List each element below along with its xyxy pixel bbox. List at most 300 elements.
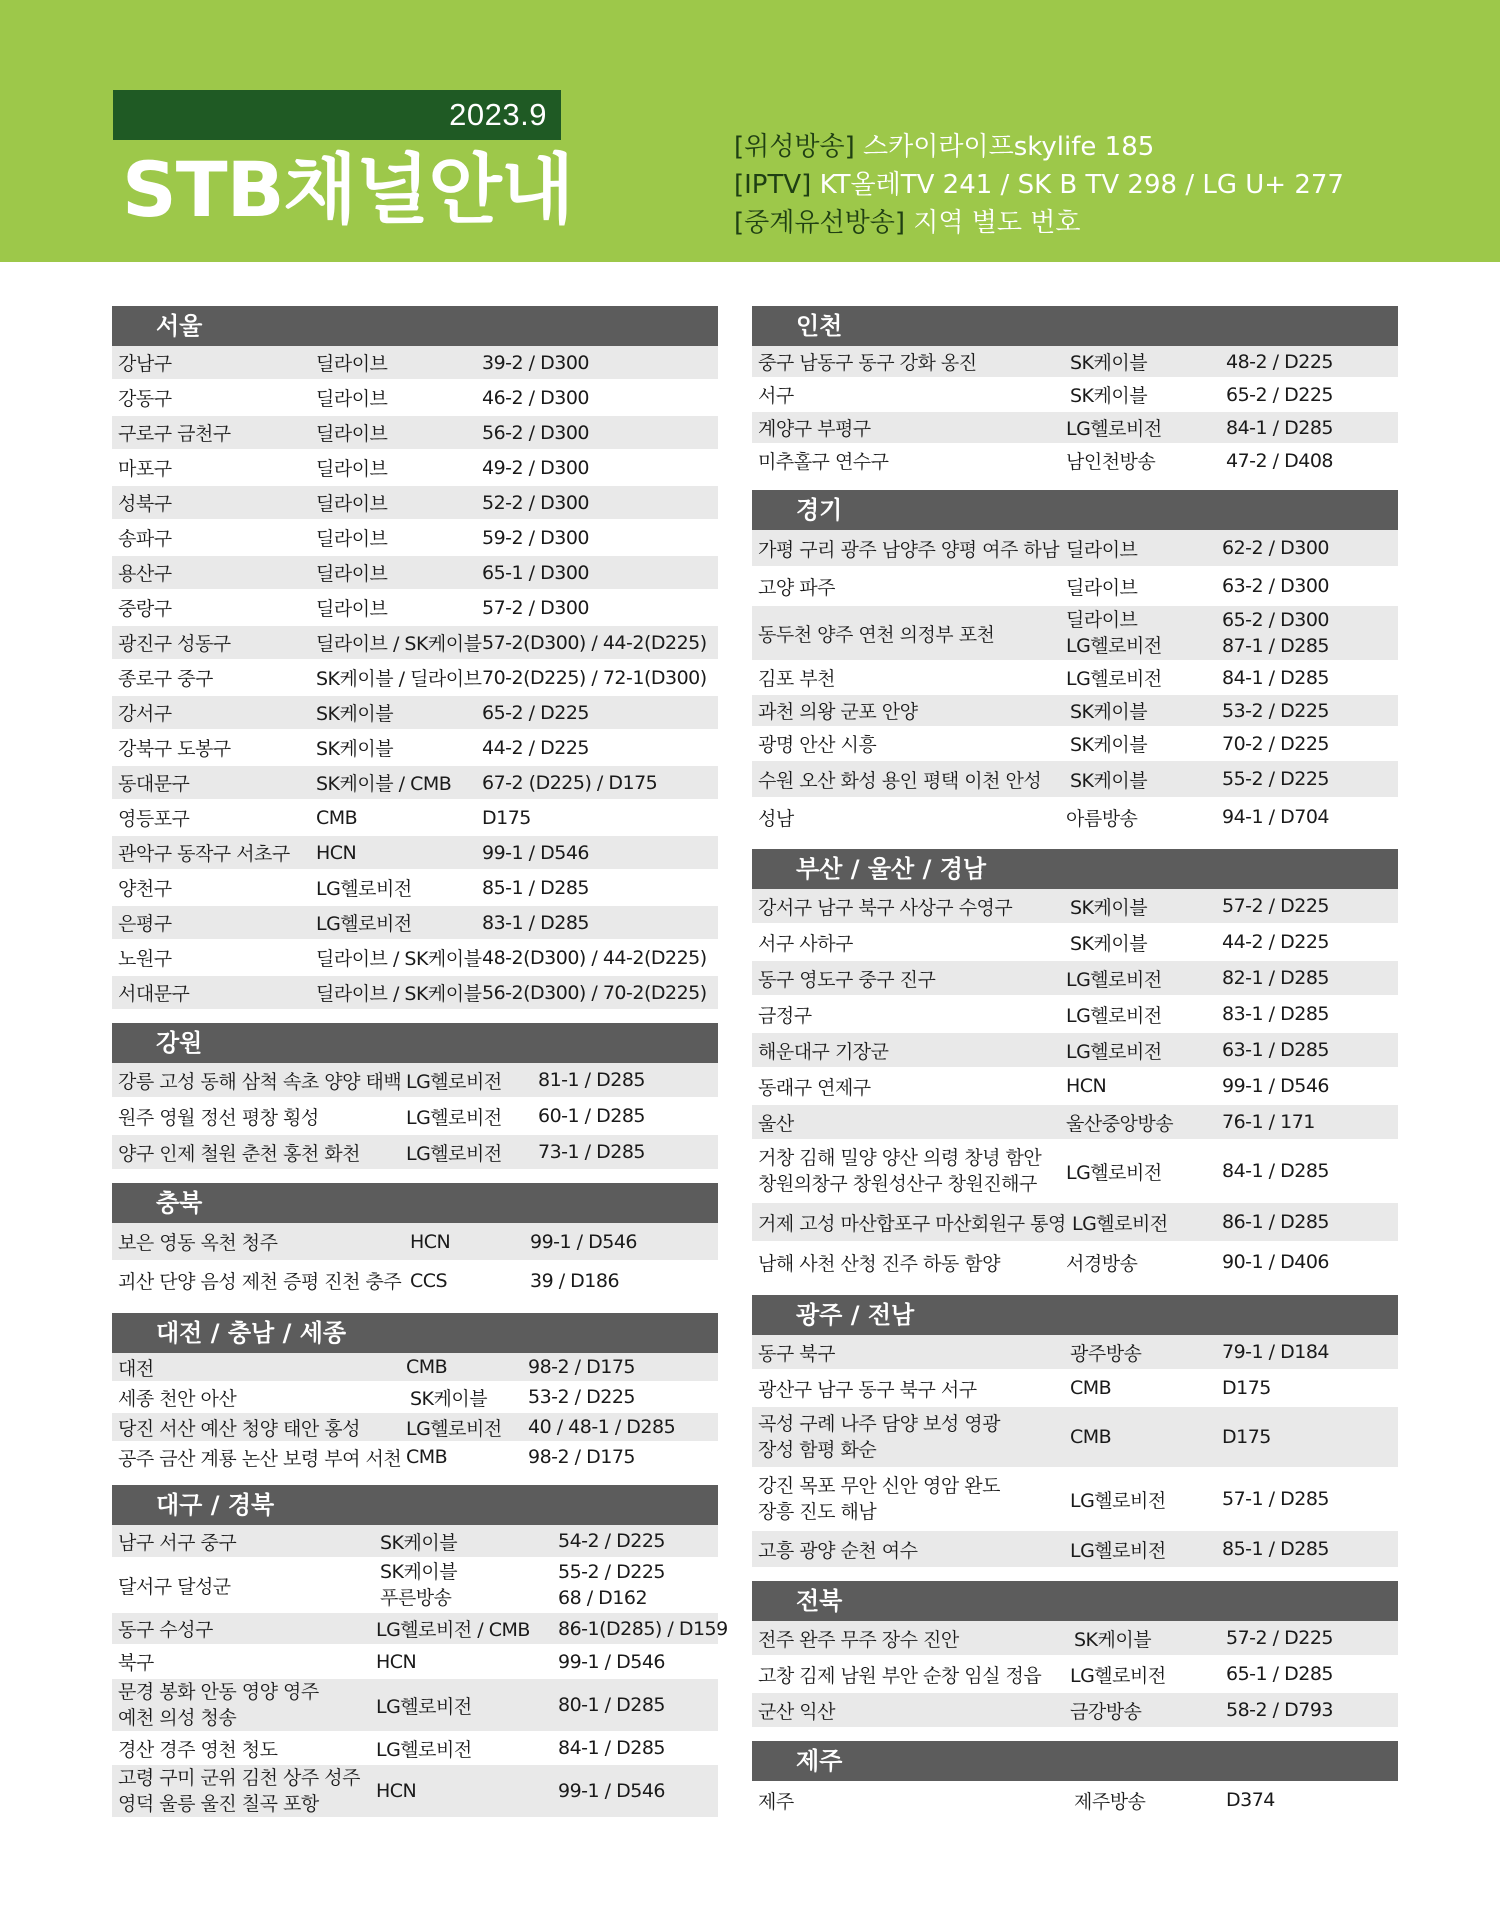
channel-cell: 63-2 / D300 [1222,575,1329,597]
area-cell: 강남구 [118,353,172,375]
channel-cell: 57-2 / D225 [1222,895,1329,917]
right-column [752,306,1398,1833]
info-value: 스카이라이프skylife 185 [863,132,1155,162]
area-cell: 울산 [758,1112,794,1135]
info-relay-cable [734,204,1344,242]
area-cell: 강서구 [118,703,172,725]
provider-cell: LG헬로비전 [406,1106,502,1129]
table-row [752,445,1398,478]
provider-cell: SK케이블 [380,1561,458,1583]
table-row [752,568,1398,606]
table-row [752,530,1398,568]
area-cell: 수원 오산 화성 용인 평택 이천 안성 [758,769,1042,792]
region-header: 전북 [752,1581,1398,1621]
provider-cell: 딜라이브 / SK케이블 [316,948,482,970]
provider-cell: LG헬로비전 [1070,1489,1166,1512]
provider-cell: SK케이블 [1070,385,1148,407]
channel-cell: 94-1 / D704 [1222,806,1329,828]
provider-cell: 딜라이브 [1066,609,1138,631]
provider-cell: 아름방송 [1066,807,1138,830]
area-cell: 고령 구미 군위 김천 상주 성주 [118,1767,360,1789]
table-row [752,1371,1398,1407]
region-daegu-gyeongbuk [112,1485,728,1819]
table-row [112,1099,718,1135]
channel-cell: 57-2 / D300 [482,596,589,619]
area-cell: 성북구 [118,493,172,515]
table-row [752,606,1398,662]
provider-cell: LG헬로비전 [1066,418,1162,440]
area-cell: 동구 북구 [758,1342,835,1365]
channel-cell: 47-2 / D408 [1226,449,1333,472]
issue-date: 2023.9 [449,97,547,132]
table-row [112,1559,718,1613]
table-cell [118,1765,360,1817]
table-row [112,591,718,626]
provider-cell: SK케이블 [316,703,394,725]
table-row [752,346,1398,379]
region-table [752,889,1398,1283]
area-cell: 괴산 단양 음성 제천 증평 진천 충주 [118,1271,402,1293]
area-cell: 남구 서구 중구 [118,1531,237,1554]
table-row [752,728,1398,761]
region-table [752,1781,1398,1821]
table-row [752,412,1398,445]
channel-cell: 52-2 / D300 [482,491,589,514]
area-cell: 강서구 남구 북구 사상구 수영구 [758,896,1013,919]
channel-cell: 84-1 / D285 [558,1737,665,1759]
area-cell: 고양 파주 [758,576,835,599]
provider-cell: LG헬로비전 [1066,1040,1162,1063]
area-cell: 광진구 성동구 [118,633,231,655]
provider-cell: SK케이블 [1074,1628,1152,1651]
channel-cell: 53-2 / D225 [528,1386,635,1408]
channel-cell: 63-1 / D285 [1222,1039,1329,1061]
channel-cell: 65-1 / D300 [482,561,589,584]
region-table [752,1621,1398,1729]
area-cell: 창원의창구 창원성산구 창원진해구 [758,1173,1037,1195]
region-seoul [112,306,718,1011]
area-cell: 중구 남동구 동구 강화 옹진 [758,352,977,374]
header-banner [0,0,1500,262]
table-row [752,662,1398,695]
provider-cell: LG헬로비전 / CMB [376,1619,530,1641]
channel-cell: 83-1 / D285 [1222,1003,1329,1025]
table-row [752,1621,1398,1657]
area-cell: 성남 [758,807,794,830]
region-table [112,346,718,1011]
table-row [112,906,718,941]
area-cell: 보은 영동 옥천 청주 [118,1232,278,1254]
area-cell: 곡성 구례 나주 담양 보성 영광 [758,1413,1000,1435]
channel-cell: 39-2 / D300 [482,351,589,374]
channel-cell: 98-2 / D175 [528,1356,635,1378]
area-cell: 영덕 울릉 울진 칠곡 포항 [118,1793,319,1815]
area-cell: 고흥 광양 순천 여수 [758,1539,918,1562]
table-row [112,1765,718,1819]
area-cell: 달서구 달성군 [118,1575,231,1598]
provider-cell: 딜라이브 [1066,576,1138,599]
region-gwangju-jeonnam [752,1295,1398,1569]
area-cell: 제주 [758,1790,794,1813]
area-cell: 거제 고성 마산합포구 마산회원구 통영 [758,1212,1066,1235]
table-row [112,661,718,696]
region-header: 서울 [112,306,718,346]
region-chungbuk [112,1183,718,1301]
provider-cell: LG헬로비전 [1066,968,1162,991]
table-row [112,1135,718,1171]
area-cell: 은평구 [118,913,172,935]
region-gangwon [112,1023,718,1171]
channel-cell: 53-2 / D225 [1222,699,1329,722]
table-cell [1222,606,1329,660]
channel-cell: 40 / 48-1 / D285 [528,1416,676,1438]
broadcast-info [734,128,1344,242]
channel-cell: 68 / D162 [558,1587,648,1609]
channel-cell: 57-2 / D225 [1226,1627,1333,1649]
table-row [752,925,1398,961]
region-table [752,1335,1398,1569]
provider-cell: 서경방송 [1066,1252,1138,1275]
provider-cell: CMB [406,1446,448,1468]
area-cell: 용산구 [118,563,172,585]
area-cell: 장성 함평 화순 [758,1439,877,1461]
provider-cell: SK케이블 / 딜라이브 [316,668,482,690]
table-row [752,1033,1398,1069]
table-row [752,1531,1398,1569]
area-cell: 고창 김제 남원 부안 순창 임실 정읍 [758,1664,1042,1687]
table-row [112,1733,718,1765]
area-cell: 거창 김해 밀양 양산 의령 창녕 함안 [758,1147,1042,1169]
provider-cell: SK케이블 [1070,896,1148,919]
provider-cell: 딜라이브 [316,458,388,480]
channel-cell: 57-1 / D285 [1222,1488,1329,1510]
provider-cell: SK케이블 [1070,769,1148,792]
info-label: [IPTV] [734,170,812,200]
table-row [752,695,1398,728]
channel-cell: 65-2 / D225 [482,701,589,724]
area-cell: 광명 안산 시흥 [758,734,877,756]
channel-cell: 84-1 / D285 [1226,416,1333,439]
channel-cell: 83-1 / D285 [482,911,589,934]
provider-cell: 광주방송 [1070,1342,1142,1365]
area-cell: 미추홀구 연수구 [758,451,889,473]
info-iptv [734,166,1344,204]
table-cell [380,1559,457,1611]
region-header: 경기 [752,490,1398,530]
table-row [112,1525,718,1559]
provider-cell: SK케이블 / CMB [316,773,452,795]
provider-cell: SK케이블 [410,1387,488,1410]
provider-cell: LG헬로비전 [376,1738,472,1761]
channel-cell: 57-2(D300) / 44-2(D225) [482,631,707,654]
provider-cell: SK케이블 [1070,734,1148,756]
provider-cell: LG헬로비전 [1066,635,1162,657]
table-row [112,1679,718,1733]
provider-cell: CCS [410,1269,448,1292]
provider-cell: 딜라이브 [316,388,388,410]
table-cell [758,1407,1000,1467]
table-row [752,1141,1398,1203]
region-busan-ulsan-gyeongnam [752,849,1398,1283]
area-cell: 공주 금산 계룡 논산 보령 부여 서천 [118,1447,402,1470]
table-row [112,1383,718,1413]
table-row [112,1223,718,1262]
table-cell [758,1141,1041,1201]
table-row [112,976,718,1011]
channel-cell: 67-2 (D225) / D175 [482,771,658,794]
channel-cell: 86-1(D285) / D159 [558,1617,728,1640]
region-table [752,530,1398,837]
channel-cell: 99-1 / D546 [1222,1075,1329,1097]
area-cell: 관악구 동작구 서초구 [118,843,290,865]
region-jeonbuk [752,1581,1398,1729]
area-cell: 중랑구 [118,598,172,620]
provider-cell: 금강방송 [1070,1700,1142,1723]
region-header: 대구 / 경북 [112,1485,718,1525]
channel-cell: 87-1 / D285 [1222,635,1329,657]
channel-cell: 56-2(D300) / 70-2(D225) [482,981,707,1004]
area-cell: 송파구 [118,528,172,550]
provider-cell: 딜라이브 [316,563,388,585]
region-header: 부산 / 울산 / 경남 [752,849,1398,889]
channel-cell: 99-1 / D546 [558,1650,665,1673]
table-row [112,696,718,731]
area-cell: 당진 서산 예산 청양 태안 홍성 [118,1417,360,1440]
channel-cell: 85-1 / D285 [1222,1538,1329,1560]
area-cell: 서구 사하구 [758,932,853,955]
area-cell: 금정구 [758,1004,812,1027]
area-cell: 강릉 고성 동해 삼척 속초 양양 태백 [118,1070,402,1093]
table-row [112,1413,718,1443]
channel-cell: 46-2 / D300 [482,386,589,409]
provider-cell: LG헬로비전 [406,1417,502,1440]
table-row [112,836,718,871]
area-cell: 군산 익산 [758,1700,835,1723]
channel-cell: 60-1 / D285 [538,1105,645,1127]
area-cell: 대전 [118,1357,154,1380]
provider-cell: LG헬로비전 [1070,1664,1166,1687]
table-row [752,997,1398,1033]
provider-cell: HCN [316,841,357,864]
area-cell: 동구 영도구 중구 진구 [758,968,936,991]
provider-cell: LG헬로비전 [1066,1004,1162,1027]
provider-cell: SK케이블 [380,1531,458,1554]
table-row [752,1335,1398,1371]
channel-cell: 82-1 / D285 [1222,967,1329,989]
provider-cell: LG헬로비전 [316,913,412,935]
area-cell: 문경 봉화 안동 영양 영주 [118,1681,319,1703]
area-cell: 가평 구리 광주 남양주 양평 여주 하남 [758,538,1060,561]
channel-cell: 85-1 / D285 [482,876,589,899]
area-cell: 예천 의성 청송 [118,1707,237,1729]
table-row [752,1407,1398,1469]
table-row [752,799,1398,837]
date-bar [113,90,561,140]
provider-cell: 남인천방송 [1066,451,1156,473]
area-cell: 북구 [118,1652,154,1674]
table-row [752,379,1398,412]
area-cell: 동두천 양주 연천 의정부 포천 [758,623,995,646]
table-row [112,626,718,661]
channel-cell: 90-1 / D406 [1222,1251,1329,1273]
channel-cell: 79-1 / D184 [1222,1341,1329,1363]
region-header: 대전 / 충남 / 세종 [112,1313,718,1353]
provider-cell: SK케이블 [1070,701,1148,723]
channel-cell: 65-2 / D300 [1222,609,1329,631]
region-header: 제주 [752,1741,1398,1781]
area-cell: 서대문구 [118,983,190,1005]
table-row [112,731,718,766]
table-row [752,889,1398,925]
info-label: [위성방송] [734,132,855,162]
region-table [112,1223,718,1301]
provider-cell: LG헬로비전 [1072,1212,1168,1235]
area-cell: 양천구 [118,878,172,900]
channel-cell: 49-2 / D300 [482,456,589,479]
table-row [112,556,718,591]
region-header: 충북 [112,1183,718,1223]
table-row [112,381,718,416]
provider-cell: 딜라이브 [316,423,388,445]
channel-cell: 73-1 / D285 [538,1141,645,1163]
provider-cell: LG헬로비전 [1066,668,1162,690]
table-row [112,1063,718,1099]
table-row [752,961,1398,997]
region-header: 광주 / 전남 [752,1295,1398,1335]
area-cell: 전주 완주 무주 장수 진안 [758,1628,959,1651]
table-cell [758,1469,1000,1529]
area-cell: 세종 천안 아산 [118,1387,237,1410]
area-cell: 강진 목포 무안 신안 영암 완도 [758,1475,1000,1497]
provider-cell: LG헬로비전 [1070,1539,1166,1562]
area-cell: 김포 부천 [758,668,835,690]
channel-cell: 99-1 / D546 [482,841,589,864]
area-cell: 계양구 부평구 [758,418,871,440]
table-row [752,1657,1398,1693]
table-row [752,1069,1398,1105]
table-row [112,1443,718,1473]
region-header: 강원 [112,1023,718,1063]
area-cell: 강북구 도봉구 [118,738,231,760]
left-column [112,306,728,1831]
area-cell: 종로구 중구 [118,668,213,690]
area-cell: 동래구 연제구 [758,1076,871,1099]
provider-cell: LG헬로비전 [406,1142,502,1165]
channel-cell: D175 [482,806,531,829]
area-cell: 경산 경주 영천 청도 [118,1738,278,1761]
provider-cell: LG헬로비전 [376,1695,472,1718]
table-row [112,451,718,486]
area-cell: 노원구 [118,948,172,970]
table-row [752,1243,1398,1283]
provider-cell: 딜라이브 [316,493,388,515]
table-row [752,1469,1398,1531]
table-cell [1066,606,1162,660]
region-jeju [752,1741,1398,1821]
channel-cell: 84-1 / D285 [1222,666,1329,689]
provider-cell: LG헬로비전 [406,1070,502,1093]
channel-cell: 58-2 / D793 [1226,1699,1333,1721]
table-row [112,346,718,381]
info-satellite [734,128,1344,166]
channel-cell: D175 [1222,1377,1271,1399]
channel-cell: 59-2 / D300 [482,526,589,549]
channel-cell: 98-2 / D175 [528,1446,635,1468]
channel-cell: 48-2 / D225 [1226,350,1333,373]
table-row [112,1613,728,1646]
area-cell: 구로구 금천구 [118,423,231,445]
region-table [112,1525,728,1819]
table-row [112,521,718,556]
table-row [752,761,1398,799]
info-value: KT올레TV 241 / SK B TV 298 / LG U+ 277 [819,170,1344,200]
channel-cell: 80-1 / D285 [558,1694,665,1716]
area-cell: 강동구 [118,388,172,410]
channel-cell: D175 [1222,1426,1271,1448]
table-row [112,871,718,906]
table-row [752,1203,1398,1243]
provider-cell: 제주방송 [1074,1790,1146,1813]
provider-cell: SK케이블 [1070,352,1148,374]
area-cell: 광산구 남구 동구 북구 서구 [758,1378,977,1401]
channel-cell: 70-2 / D225 [1222,732,1329,755]
channel-cell: 48-2(D300) / 44-2(D225) [482,946,707,969]
region-table [752,346,1398,478]
page-title: STB채널안내 [122,145,574,234]
channel-cell: 99-1 / D546 [558,1780,665,1802]
region-header: 인천 [752,306,1398,346]
table-cell [558,1559,665,1611]
channel-cell: 54-2 / D225 [558,1530,665,1552]
table-row [752,1781,1398,1821]
table-row [112,1262,718,1301]
region-table [112,1063,718,1171]
provider-cell: CMB [316,806,358,829]
area-cell: 장흥 진도 해남 [758,1501,877,1523]
info-value: 지역 별도 번호 [913,208,1081,238]
region-table [112,1353,718,1473]
region-incheon [752,306,1398,478]
provider-cell: HCN [410,1230,451,1253]
table-row [112,766,718,801]
table-cell [118,1679,319,1731]
table-row [112,941,718,976]
table-row [112,1646,718,1679]
table-row [752,1105,1398,1141]
provider-cell: HCN [376,1650,417,1673]
region-daejeon-chungnam-sejong [112,1313,718,1473]
provider-cell: 딜라이브 / SK케이블 [316,983,482,1005]
area-cell: 동구 수성구 [118,1619,213,1641]
area-cell: 영등포구 [118,808,190,830]
provider-cell: 울산중앙방송 [1066,1112,1174,1135]
area-cell: 과천 의왕 군포 안양 [758,701,918,723]
channel-cell: 99-1 / D546 [530,1230,637,1253]
provider-cell: CMB [1070,1426,1112,1448]
table-row [112,1353,718,1383]
channel-cell: D374 [1226,1789,1275,1811]
channel-cell: 84-1 / D285 [1222,1160,1329,1182]
channel-cell: 76-1 / 171 [1222,1111,1315,1133]
channel-cell: 44-2 / D225 [1222,931,1329,953]
provider-cell: 딜라이브 [1066,538,1138,561]
table-row [112,416,718,451]
channel-cell: 62-2 / D300 [1222,537,1329,559]
channel-cell: 55-2 / D225 [1222,768,1329,790]
area-cell: 마포구 [118,458,172,480]
provider-cell: HCN [1066,1075,1107,1097]
provider-cell: LG헬로비전 [316,878,412,900]
